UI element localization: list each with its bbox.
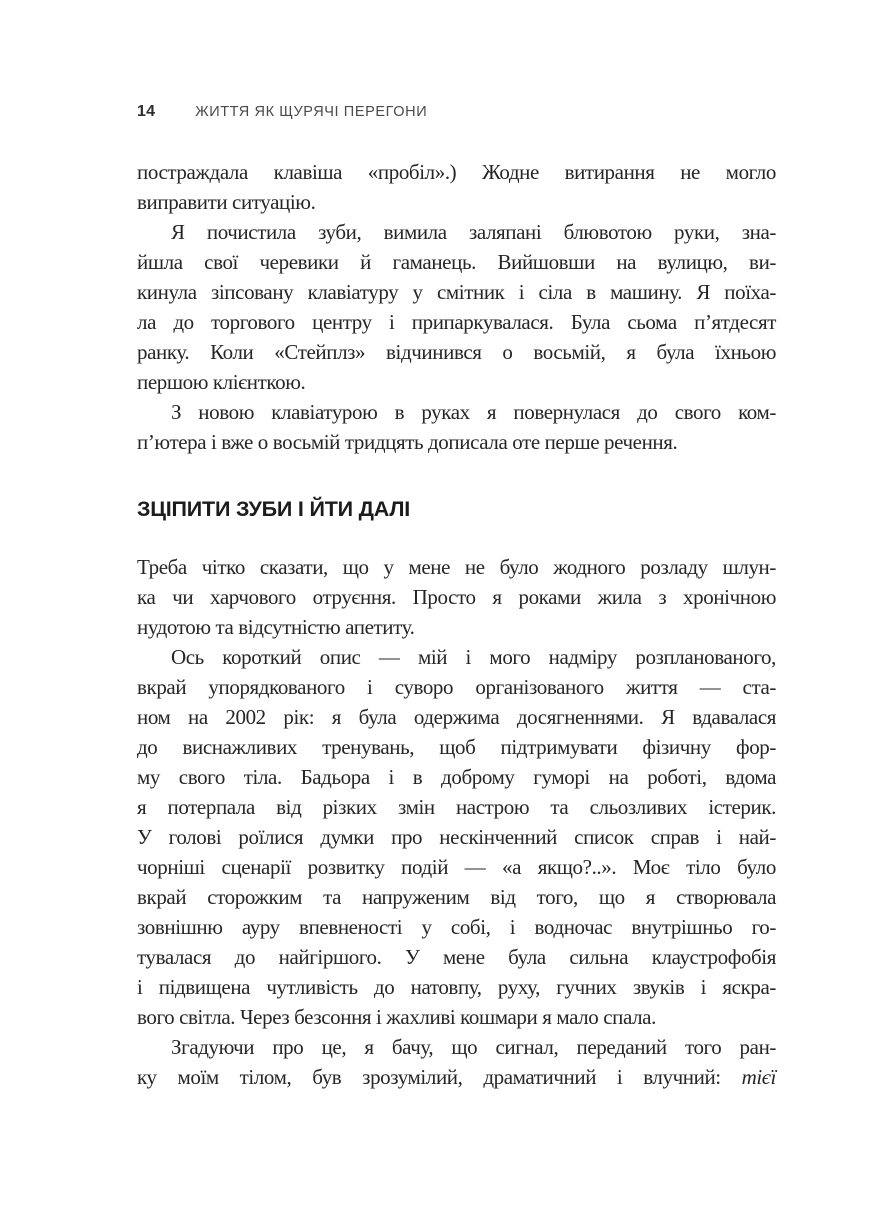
italic-text: тієї (741, 1065, 776, 1089)
text-line: вкрай упорядкованого і суворо організованого життя — ста- (137, 675, 776, 699)
text-line: нудотою та відсутністю апетиту. (137, 615, 415, 639)
paragraph (137, 1032, 776, 1092)
text-line: виправити ситуацію. (137, 190, 316, 214)
text-line: тувалася до найгіршого. У мене була сильна клаустрофобія (137, 945, 776, 969)
text-line: йшла свої черевики й гаманець. Вийшовши на вулицю, ви- (137, 250, 776, 274)
body-text-column (137, 157, 776, 1092)
text-line: му свого тіла. Бадьора і в доброму гуморі на роботі, вдома (137, 765, 776, 789)
text-line: я потерпала від різких змін настрою та сльозливих істерик. (137, 795, 776, 819)
text-line: ном на 2002 рік: я була одержима досягненнями. Я вдавалася (137, 705, 776, 729)
text-line: ку моїм тілом, був зрозумілий, драматичний і влучний: тієї (137, 1065, 776, 1089)
text-line: постраждала клавіша «пробіл».) Жодне витирання не могло (137, 160, 776, 184)
text-line: ка чи харчового отруєння. Просто я роками жила з хронічною (137, 585, 776, 609)
text-line: вого світла. Через безсоння і жахливі кошмари я мало спала. (137, 1005, 656, 1029)
text-line: п’ютера і вже о восьмій тридцять дописала оте перше речення. (137, 430, 678, 454)
text-line: Згадуючи про це, я бачу, що сигнал, переданий того ран- (171, 1035, 776, 1059)
text-line: вкрай сторожким та напруженим від того, що я створювала (137, 885, 776, 909)
text-line: чорніші сценарії розвитку подій — «а якщо?..». Моє тіло було (137, 855, 776, 879)
text-line: першою клієнткою. (137, 370, 306, 394)
page-number: 14 (137, 103, 156, 120)
paragraph (137, 552, 776, 642)
text-line: до виснажливих тренувань, щоб підтримувати фізичну фор- (137, 735, 776, 759)
running-head-title: ЖИТТЯ ЯК ЩУРЯЧІ ПЕРЕГОНИ (195, 104, 428, 120)
text-line: З новою клавіатурою в руках я повернулася до свого ком- (171, 400, 776, 424)
text-line: Я почистила зуби, вимила заляпані блювотою руки, зна- (171, 220, 776, 244)
text-line: зовнішню ауру впевненості у собі, і водночас внутрішньо го- (137, 915, 776, 939)
paragraph (137, 217, 776, 397)
running-header (137, 103, 427, 121)
paragraph (137, 157, 776, 217)
text-line: У голові роїлися думки про нескінченний список справ і най- (137, 825, 776, 849)
text-line: ла до торгового центру і припаркувалася. Була сьома п’ятдесят (137, 310, 776, 334)
text-line: кинула зіпсовану клавіатуру у смітник і сіла в машину. Я поїха- (137, 280, 776, 304)
paragraph (137, 397, 776, 457)
paragraph (137, 642, 776, 1032)
text-line: і підвищена чутливість до натовпу, руху, гучних звуків і яскра- (137, 975, 776, 999)
text-line: ранку. Коли «Стейплз» відчинився о восьмій, я була їхньою (137, 340, 776, 364)
text-line: Ось короткий опис — мій і мого надміру розпланованого, (171, 645, 776, 669)
text-line: Треба чітко сказати, що у мене не було жодного розладу шлун- (137, 555, 776, 579)
section-heading: ЗЦІПИТИ ЗУБИ І ЙТИ ДАЛІ (137, 497, 411, 521)
